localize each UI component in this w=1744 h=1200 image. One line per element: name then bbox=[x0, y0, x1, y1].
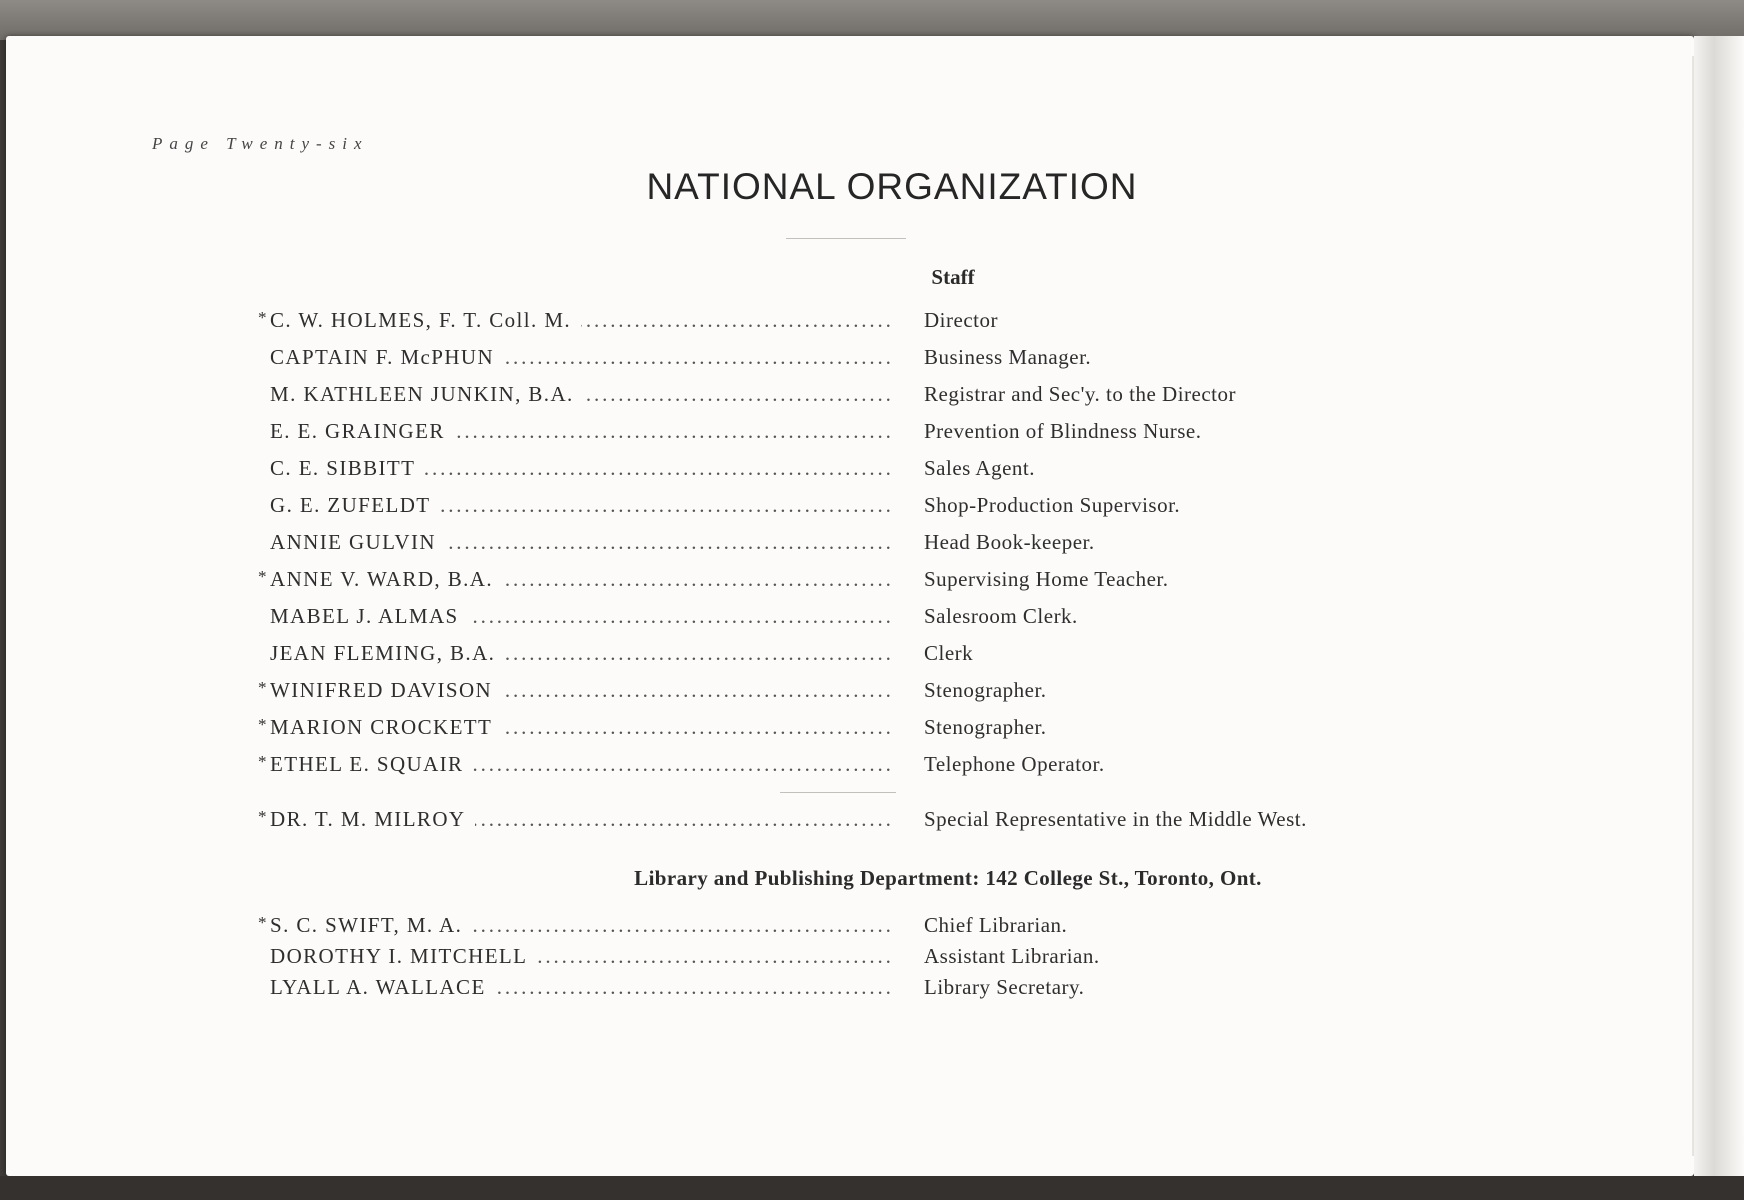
staff-name: MABEL J. ALMAS bbox=[270, 604, 469, 628]
staff-role: Stenographer. bbox=[924, 715, 1047, 739]
library-name: S. C. SWIFT, M. A. bbox=[270, 913, 472, 937]
staff-entry bbox=[258, 638, 1458, 668]
section-divider bbox=[780, 792, 896, 793]
staff-name: ANNE V. WARD, B.A. bbox=[270, 567, 503, 591]
staff-name: M. KATHLEEN JUNKIN, B.A. bbox=[270, 382, 584, 406]
staff-name: JEAN FLEMING, B.A. bbox=[270, 641, 505, 665]
entry-mark: * bbox=[258, 913, 267, 932]
staff-role: Salesroom Clerk. bbox=[924, 604, 1078, 628]
staff-name: DR. T. M. MILROY bbox=[270, 807, 475, 831]
staff-name: ETHEL E. SQUAIR bbox=[270, 752, 473, 776]
staff-role: Supervising Home Teacher. bbox=[924, 567, 1169, 591]
staff-name: CAPTAIN F. McPHUN bbox=[270, 345, 504, 369]
staff-entry bbox=[258, 527, 1458, 557]
scan-background-top bbox=[0, 0, 1744, 40]
staff-entry bbox=[258, 453, 1458, 483]
staff-name: MARION CROCKETT bbox=[270, 715, 502, 739]
page-title: NATIONAL ORGANIZATION bbox=[646, 166, 1138, 207]
library-entry bbox=[258, 910, 1458, 940]
staff-name: E. E. GRAINGER bbox=[270, 419, 455, 443]
page-number: Page Twenty-six bbox=[152, 134, 369, 153]
library-entry bbox=[258, 972, 1458, 1002]
staff-role: Prevention of Blindness Nurse. bbox=[924, 419, 1202, 443]
entry-mark: * bbox=[258, 678, 267, 697]
staff-name: C. E. SIBBITT bbox=[270, 456, 425, 480]
staff-entry bbox=[258, 601, 1458, 631]
library-heading: Library and Publishing Department: 142 College St., Toronto, Ont. bbox=[634, 866, 1262, 890]
library-entry bbox=[258, 941, 1458, 971]
staff-role: Shop-Production Supervisor. bbox=[924, 493, 1181, 517]
staff-entry bbox=[258, 564, 1458, 594]
staff-entry bbox=[258, 342, 1458, 372]
staff-heading: Staff bbox=[931, 265, 975, 289]
staff-name: C. W. HOLMES, F. T. Coll. M. bbox=[270, 308, 581, 332]
staff-entry bbox=[258, 675, 1458, 705]
staff-role: Telephone Operator. bbox=[924, 752, 1105, 776]
entry-mark: * bbox=[258, 715, 267, 734]
staff-role: Special Representative in the Middle West. bbox=[924, 807, 1307, 831]
entry-mark: * bbox=[258, 807, 267, 826]
staff-role: Registrar and Sec'y. to the Director bbox=[924, 382, 1236, 406]
staff-name: ANNIE GULVIN bbox=[270, 530, 446, 554]
entry-mark: * bbox=[258, 567, 267, 586]
staff-entry-special bbox=[258, 804, 1458, 834]
staff-role: Director bbox=[924, 308, 998, 332]
staff-role: Sales Agent. bbox=[924, 456, 1035, 480]
scan-background-bottom bbox=[0, 1176, 1744, 1200]
staff-role: Clerk bbox=[924, 641, 974, 665]
library-role: Chief Librarian. bbox=[924, 913, 1068, 937]
library-name: DOROTHY I. MITCHELL bbox=[270, 944, 537, 968]
staff-name: WINIFRED DAVISON bbox=[270, 678, 502, 702]
library-role: Assistant Librarian. bbox=[924, 944, 1100, 968]
staff-entry bbox=[258, 305, 1458, 335]
staff-entry bbox=[258, 416, 1458, 446]
staff-role: Stenographer. bbox=[924, 678, 1047, 702]
staff-entry bbox=[258, 490, 1458, 520]
staff-entry bbox=[258, 712, 1458, 742]
staff-entry bbox=[258, 379, 1458, 409]
staff-entry bbox=[258, 749, 1458, 779]
staff-role: Head Book-keeper. bbox=[924, 530, 1095, 554]
library-role: Library Secretary. bbox=[924, 975, 1085, 999]
title-divider bbox=[786, 238, 906, 239]
library-name: LYALL A. WALLACE bbox=[270, 975, 496, 999]
staff-name: G. E. ZUFELDT bbox=[270, 493, 441, 517]
staff-role: Business Manager. bbox=[924, 345, 1092, 369]
entry-mark: * bbox=[258, 752, 267, 771]
entry-mark: * bbox=[258, 308, 267, 327]
